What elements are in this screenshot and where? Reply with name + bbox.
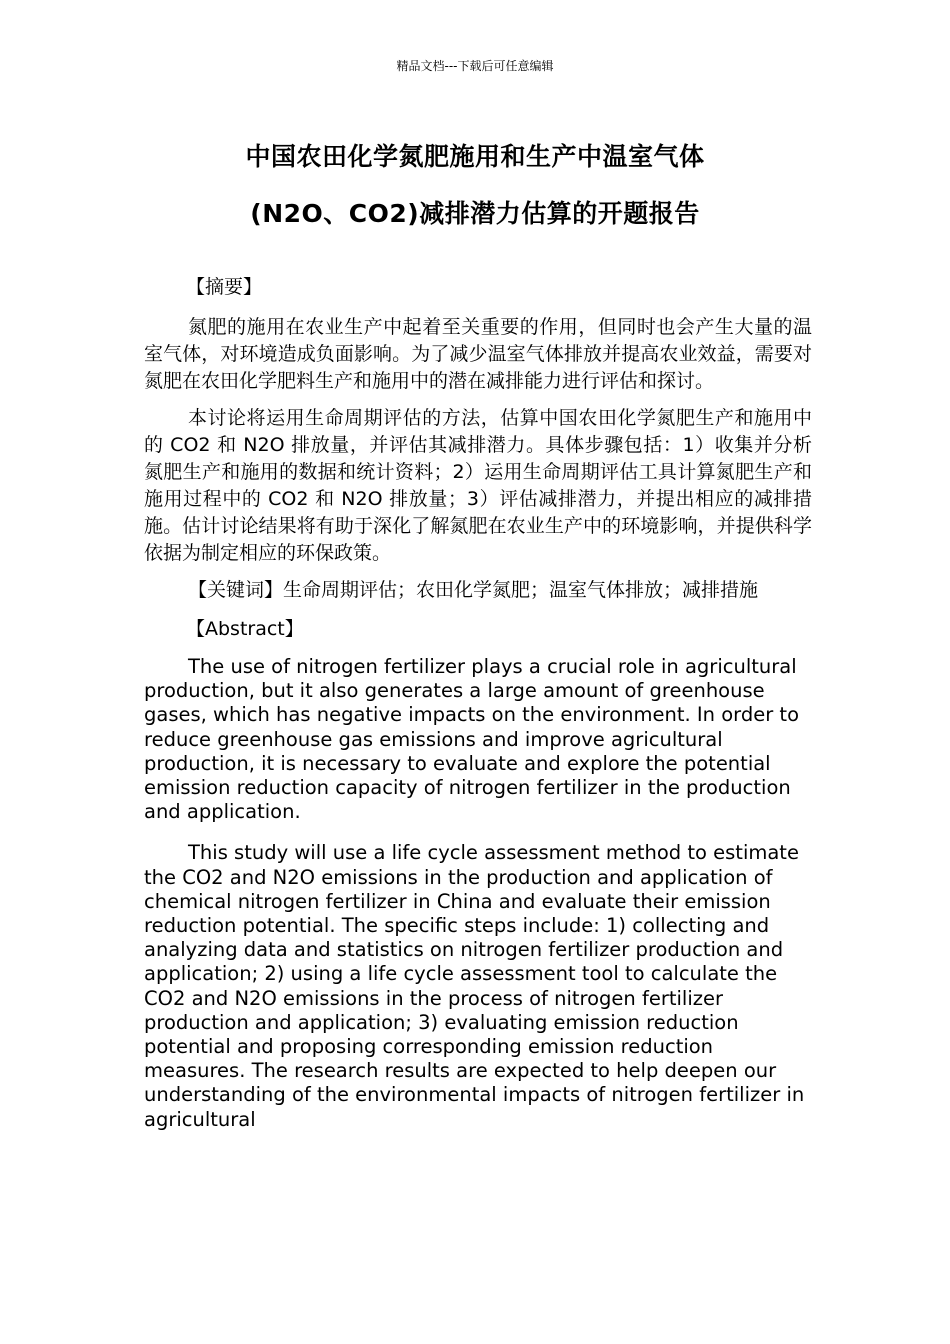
abstract-en-paragraph-1: The use of nitrogen fertilizer plays a crucial role in agricultural production, but it also generates a large amount of greenhouse gases, which has negative impacts on the environment. In order to reduce greenhouse gas emissions and improve agricultural production, it is necessary to evaluate and explore the potential emission reduction capacity of nitrogen fertilizer in the production and application.	[144, 655, 800, 824]
abstract-cn-heading: 【摘要】	[186, 276, 263, 298]
document-title-line-1: 中国农田化学氮肥施用和生产中温室气体	[245, 142, 705, 171]
document-title-line-2: (N2O、CO2)减排潜力估算的开题报告	[250, 199, 700, 228]
keywords-cn-text: 生命周期评估；农田化学氮肥；温室气体排放；减排措施	[283, 579, 759, 601]
abstract-en-paragraph-2: This study will use a life cycle assessment method to estimate the CO2 and N2O emissions in the production and application of chemical nitrogen fertilizer in China and evaluate their emission reduction potential. The specific steps include: 1) collecting and analyzing data and statistics on nitrogen fertilizer production and application; 2) using a life cycle assessment tool to calculate the CO2 and N2O emissions in the process of nitrogen fertilizer production and application; 3) evaluating emission reduction potential and proposing corresponding emission reduction measures. The research results are expected to help deepen our understanding of the environmental impacts of nitrogen fertilizer in agricultural	[144, 841, 805, 1131]
abstract-cn-paragraph-2: 本讨论将运用生命周期评估的方法，估算中国农田化学氮肥生产和施用中的 CO2 和 N2O 排放量，并评估其减排潜力。具体步骤包括：1）收集并分析氮肥生产和施用的数据和统计资料；2）运用生命周期评估工具计算氮肥生产和施用过程中的 CO2 和 N2O 排放量；3）评估减排潜力，并提出相应的减排措施。估计讨论结果将有助于深化了解氮肥在农业生产中的环境影响，并提供科学依据为制定相应的环保政策。	[144, 407, 812, 564]
document-body	[144, 272, 812, 1132]
abstract-cn-paragraph-1: 氮肥的施用在农业生产中起着至关重要的作用，但同时也会产生大量的温室气体，对环境造成负面影响。为了减少温室气体排放并提高农业效益，需要对氮肥在农田化学肥料生产和施用中的潜在减排能力进行评估和探讨。	[144, 316, 812, 392]
header-note: 精品文档---下载后可任意编辑	[396, 59, 554, 73]
keywords-cn-label: 【关键词】	[188, 579, 284, 601]
abstract-en-heading: 【Abstract】	[186, 618, 304, 640]
keywords-cn	[144, 577, 812, 604]
